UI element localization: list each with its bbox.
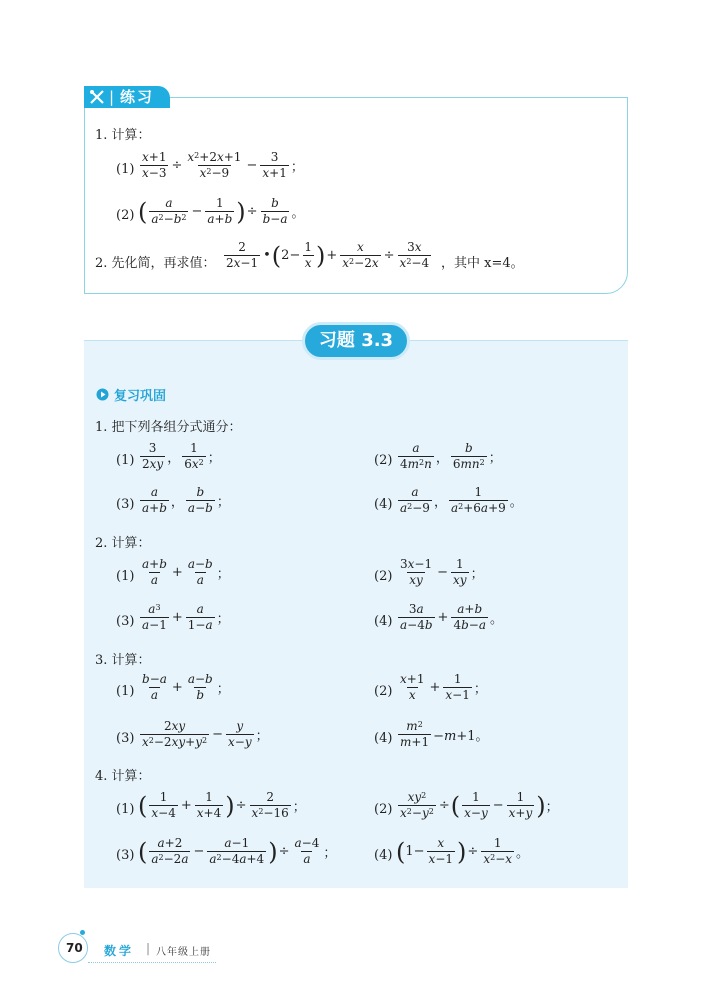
practice-tab-label: 练习 <box>120 88 155 106</box>
ex-q2-3-label: (3) <box>116 614 135 629</box>
ex-q3-4-label: (4) <box>374 731 393 746</box>
ex-q4-2-expr: $\frac{xy^2}{x^2-y^2}$ ÷ ( 1 x−y − $\frac{1}{x+y}$ ) ； <box>400 790 559 820</box>
page-number: 70 <box>66 941 83 955</box>
ex-q3-2-expr: x+1 x + $\frac{1}{x-1}$ ； <box>400 672 487 702</box>
practice-q1-2-expr: ( a $a^2-b^2$ − $\frac{1}{a+b}$ ) ÷ $\frac{b}{b-a}$ 。 <box>138 196 305 226</box>
ex-q3-3-expr: 2xy $x^2-2xy+y^2$ − $\frac{y}{x-y}$ ； <box>142 719 269 749</box>
section-title-review: 复习巩固 <box>114 389 167 404</box>
ex-q4-3-expr: ( a+2 $a^2-2a$ − $\frac{a-1}{a^2-4a+4}$ ) ÷ $\frac{a-4}{a}$ ； <box>138 836 337 866</box>
practice-tab: | 练习 <box>84 86 170 108</box>
exercise-q4-label: 4. 计算： <box>95 769 151 784</box>
ex-q1-2-expr: a $4m^2n$ ， b $6mn^2$ ； <box>400 441 502 471</box>
practice-q2-label: 2. 先化简，再求值： <box>95 256 216 271</box>
footer-subject: 数学 <box>104 944 135 958</box>
exercise-q1-label: 1. 把下列各组分式通分： <box>95 420 242 435</box>
ex-q1-3-label: (3) <box>116 497 135 512</box>
footer-grade: 八年级上册 <box>156 947 211 958</box>
ex-q1-1-label: (1) <box>116 453 135 468</box>
ex-q2-4-label: (4) <box>374 614 393 629</box>
pencil-ruler-icon <box>89 89 105 105</box>
ex-q1-2-label: (2) <box>374 453 393 468</box>
exercise-title: 习题 3.3 <box>302 322 410 360</box>
practice-q1-1-label: (1) <box>116 162 135 177</box>
ex-q3-1-label: (1) <box>116 684 135 699</box>
ex-q4-4-label: (4) <box>374 848 393 863</box>
ex-q4-3-label: (3) <box>116 848 135 863</box>
ex-q2-2-expr: 3x−1 xy − $\frac{1}{xy}$ ； <box>400 557 484 587</box>
practice-q1-2-label: (2) <box>116 208 135 223</box>
badge-dot <box>80 930 85 935</box>
practice-q1-1-expr: $\frac{x+1}{x-3}$ ÷ $\frac{x^2+2x+1}{x^2-9}$ − $\frac{3}{x+1}$ ； <box>142 150 304 180</box>
ex-q3-1-expr: b−a a + $\frac{a-b}{b}$ ； <box>142 672 230 702</box>
ex-q1-1-expr: 3 2xy ， 1 $6x^2$ ； <box>142 441 221 471</box>
ex-q3-3-label: (3) <box>116 731 135 746</box>
practice-q1-label: 1. 计算： <box>95 128 151 143</box>
ex-q3-2-label: (2) <box>374 684 393 699</box>
ex-q4-1-label: (1) <box>116 802 135 817</box>
ex-q2-1-label: (1) <box>116 569 135 584</box>
practice-q2-expr: 2 2x−1 • ( 2− $\frac{1}{x}$ ) + $\frac{x}{x^2-2x}$ ÷ $\frac{3x}{x^2-4}$ <box>226 240 430 270</box>
practice-q2-tail: ，其中 x=4。 <box>441 256 524 271</box>
ex-q4-4-expr: ( 1− $\frac{x}{x-1}$ ) ÷ $\frac{1}{x^2-x}$ 。 <box>396 836 530 866</box>
ex-q4-2-label: (2) <box>374 802 393 817</box>
exercise-q2-label: 2. 计算： <box>95 536 151 551</box>
footer-divider <box>88 962 216 963</box>
ex-q2-3-expr: $a^3$ a−1 + $\frac{a}{1-a}$ ； <box>142 602 230 632</box>
ex-q1-3-expr: a a+b ， b a−b ； <box>142 485 230 515</box>
footer-separator: | <box>146 941 151 955</box>
ex-q1-4-expr: a $a^2-9$ ， 1 $a^2+6a+9$ 。 <box>400 485 523 515</box>
play-circle-icon <box>96 388 109 401</box>
ex-q2-4-expr: 3a a−4b + $\frac{a+b}{4b-a}$ 。 <box>400 602 504 632</box>
ex-q3-4-expr: $m^2$ m+1 −m+1。 <box>400 719 489 749</box>
ex-q2-2-label: (2) <box>374 569 393 584</box>
ex-q4-1-expr: ( 1 x−4 + $\frac{1}{x+4}$ ) ÷ $\frac{2}{x^2-16}$ ； <box>138 790 306 820</box>
ex-q1-4-label: (4) <box>374 497 393 512</box>
exercise-q3-label: 3. 计算： <box>95 653 151 668</box>
ex-q2-1-expr: a+b a + $\frac{a-b}{a}$ ； <box>142 557 230 587</box>
